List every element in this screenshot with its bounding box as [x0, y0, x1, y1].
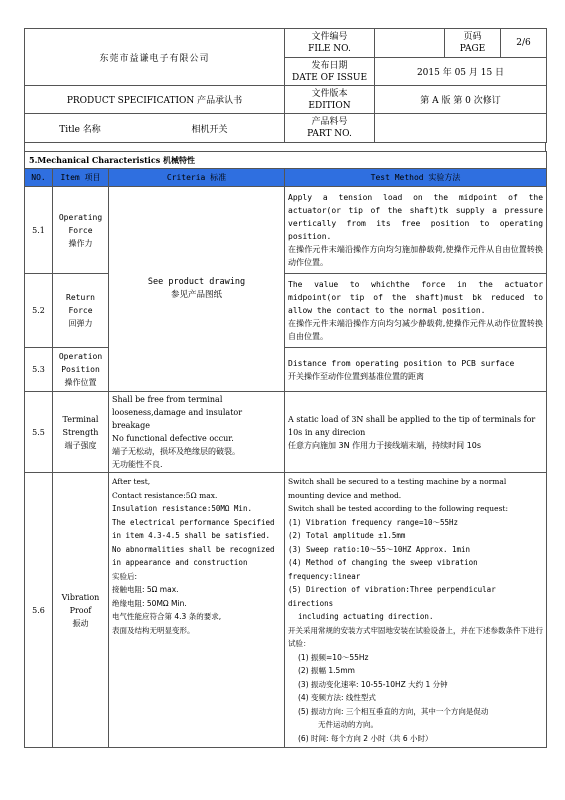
issue-date-value: 2015 年 05 月 15 日 — [375, 58, 547, 86]
col-method: Test Method 实验方法 — [285, 169, 547, 187]
table-row — [25, 473, 547, 748]
column-header-row — [25, 169, 547, 187]
table-row — [25, 274, 547, 348]
row-criteria: After test, Contact resistance:5Ω max. Insulation resistance:50MΩ Min. The electrical performance Specified in item 4.3-4.5 shall be satisfied. No abnormalities shall be recognized in appearance and construction 实验后: 接触电阻: 5Ω max. 绝缘电阻: 50MΩ Min. 电气性能应符合第 4.3 条的要求, 表面及结构无明显变形。 — [109, 473, 285, 748]
title-value: 相机开关 — [191, 124, 228, 135]
row-item: Terminal Strength 端子强度 — [53, 392, 109, 473]
col-no: NO. — [25, 169, 53, 187]
row-no: 5.3 — [25, 348, 53, 392]
row-method: Apply a tension load on the midpoint of the actuator(or tip of the shaft)tk supply a pressure vertically from its free position to operating position. 在操作元件末端沿操作方向均匀施加静载荷,使操作元件从自由位置转换动作位置。 — [285, 187, 547, 274]
edition-value: 第 A 版 第 0 次修订 — [375, 86, 547, 114]
spec-title: PRODUCT SPECIFICATION 产品承认书 — [25, 86, 285, 114]
page-label: 页码 PAGE — [445, 29, 501, 57]
shared-criteria: See product drawing 参见产品图纸 — [109, 187, 285, 392]
row-no: 5.5 — [25, 392, 53, 473]
row-no: 5.6 — [25, 473, 53, 748]
col-item: Item 项目 — [53, 169, 109, 187]
row-criteria: Shall be free from terminal looseness,damage and insulator breakage No functional defective occur. 端子无松动，损坏及绝缘层的破裂。 无功能性不良. — [109, 392, 285, 473]
row-method: The value to whichthe force in the actuator midpoint(or tip of the shaft)must bk reduced to allow the contact to the normal position. 在操作元件末端沿操作方向均匀减少静载荷,使操作元件从动作位置转换自由位置。 — [285, 274, 547, 348]
edition-label: 文件版本 EDITION — [285, 86, 375, 114]
row-method: Distance from operating position to PCB surface 开关操作至动作位置到基准位置的距离 — [285, 348, 547, 392]
spec-page — [24, 28, 546, 748]
title-cell — [25, 114, 285, 143]
col-criteria: Criteria 标准 — [109, 169, 285, 187]
row-no: 5.1 — [25, 187, 53, 274]
company-name: 东莞市益谦电子有限公司 — [25, 29, 285, 86]
row-method: A static load of 3N shall be applied to the tip of terminals for 10s in any direcion 任意方向施加 3N 作用力于接线端末端，持续时间 10s — [285, 392, 547, 473]
table-row — [25, 348, 547, 392]
row-method: Switch shall be secured to a testing machine by a normal mounting device and method. Switch shall be tested according to the following request: (1) Vibration frequency range=10～55Hz (2) Total amplitude ±1.5mm (3) Sweep ratio:10～55～10HZ Approx. 1min (4) Method of changing the sweep vibration frequency:linear (5) Direction of vibration:Three perpendicular directions including actuating direction. 开关采用常规的安装方式牢固地安装在试验设备上，并在下述参数条件下进行试验： (1) 振频=10～55Hz (2) 振幅 1.5mm (3) 振动变化速率: 10-55-10HZ 大约 1 分钟 (4) 变频方法: 线性型式 (5) 振动方向: 三个相互垂直的方向，其中一个方向是促动 无件运动的方向。 (6) 时间: 每个方向 2 小时（共 6 小时） — [285, 473, 547, 748]
row-item: Operating Force 操作力 — [53, 187, 109, 274]
spacer — [24, 143, 546, 151]
row-item: Return Force 回弹力 — [53, 274, 109, 348]
file-no-value — [375, 29, 445, 58]
row-item: Operation Position 操作位置 — [53, 348, 109, 392]
document-header — [24, 28, 547, 143]
mechanical-table — [24, 151, 547, 748]
section-title: 5.Mechanical Characteristics 机械特性 — [25, 152, 547, 169]
table-row — [25, 187, 547, 274]
file-no-label: 文件编号 FILE NO. — [285, 29, 375, 58]
row-no: 5.2 — [25, 274, 53, 348]
page-value: 2/6 — [516, 38, 531, 48]
table-row — [25, 392, 547, 473]
part-no-label: 产品料号 PART NO. — [285, 114, 375, 143]
row-item: Vibration Proof 振动 — [53, 473, 109, 748]
issue-date-label: 发布日期 DATE OF ISSUE — [285, 58, 375, 86]
page-cell — [445, 29, 547, 58]
title-label: Title 名称 — [59, 124, 101, 135]
part-no-value — [375, 114, 547, 143]
